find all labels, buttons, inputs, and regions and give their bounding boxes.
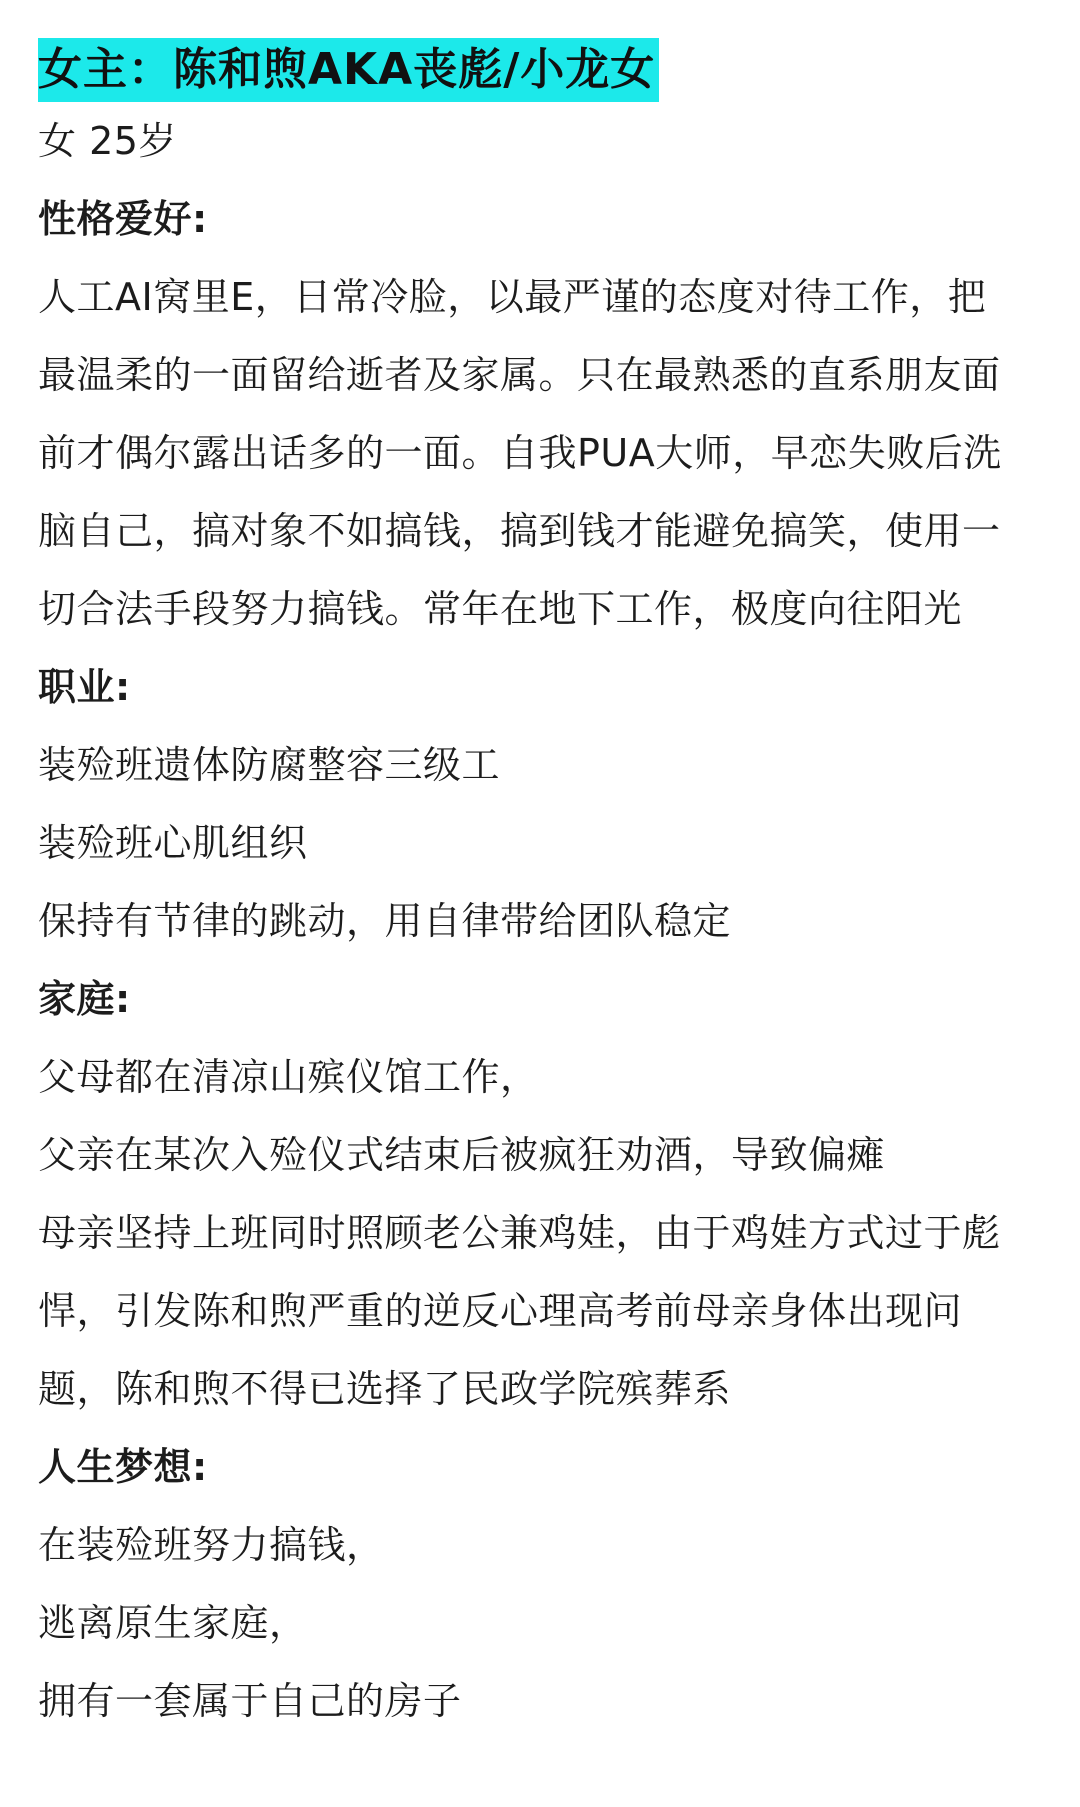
family-line: 父亲在某次入殓仪式结束后被疯狂劝酒，导致偏瘫: [38, 1133, 886, 1177]
family-line: 父母都在清凉山殡仪馆工作，: [38, 1055, 539, 1099]
job-line: 保持有节律的跳动，用自律带给团队稳定: [38, 899, 732, 943]
family-paragraph: [38, 1194, 1042, 1428]
personality-paragraph: [38, 258, 1042, 648]
family-line: 母亲坚持上班同时照顾老公兼鸡娃，由于鸡娃方式过于彪: [38, 1211, 1001, 1255]
personality-line: 切合法手段努力搞钱。常年在地下工作，极度向往阳光: [38, 587, 963, 631]
personality-line: 脑自己，搞对象不如搞钱，搞到钱才能避免搞笑，使用一: [38, 509, 1001, 553]
basic-info: 女 25岁: [38, 119, 177, 163]
page-title: 女主：陈和煦AKA丧彪/小龙女: [38, 38, 659, 102]
family-heading: 家庭:: [38, 977, 131, 1021]
personality-heading: 性格爱好:: [38, 197, 208, 241]
family-line: 题，陈和煦不得已选择了民政学院殡葬系: [38, 1367, 732, 1411]
dream-line: 逃离原生家庭，: [38, 1601, 308, 1645]
job-heading: 职业:: [38, 665, 131, 709]
title-row: [38, 38, 1042, 102]
dream-line: 在装殓班努力搞钱，: [38, 1523, 385, 1567]
dream-line: 拥有一套属于自己的房子: [38, 1679, 462, 1723]
personality-line: 前才偶尔露出话多的一面。自我PUA大师，早恋失败后洗: [38, 431, 1002, 475]
family-line: 悍，引发陈和煦严重的逆反心理高考前母亲身体出现问: [38, 1289, 963, 1333]
job-line: 装殓班心肌组织: [38, 821, 308, 865]
personality-line: 人工AI窝里E，日常冷脸，以最严谨的态度对待工作，把: [38, 275, 987, 319]
dream-heading: 人生梦想:: [38, 1445, 208, 1489]
personality-line: 最温柔的一面留给逝者及家属。只在最熟悉的直系朋友面: [38, 353, 1001, 397]
job-line: 装殓班遗体防腐整容三级工: [38, 743, 501, 787]
